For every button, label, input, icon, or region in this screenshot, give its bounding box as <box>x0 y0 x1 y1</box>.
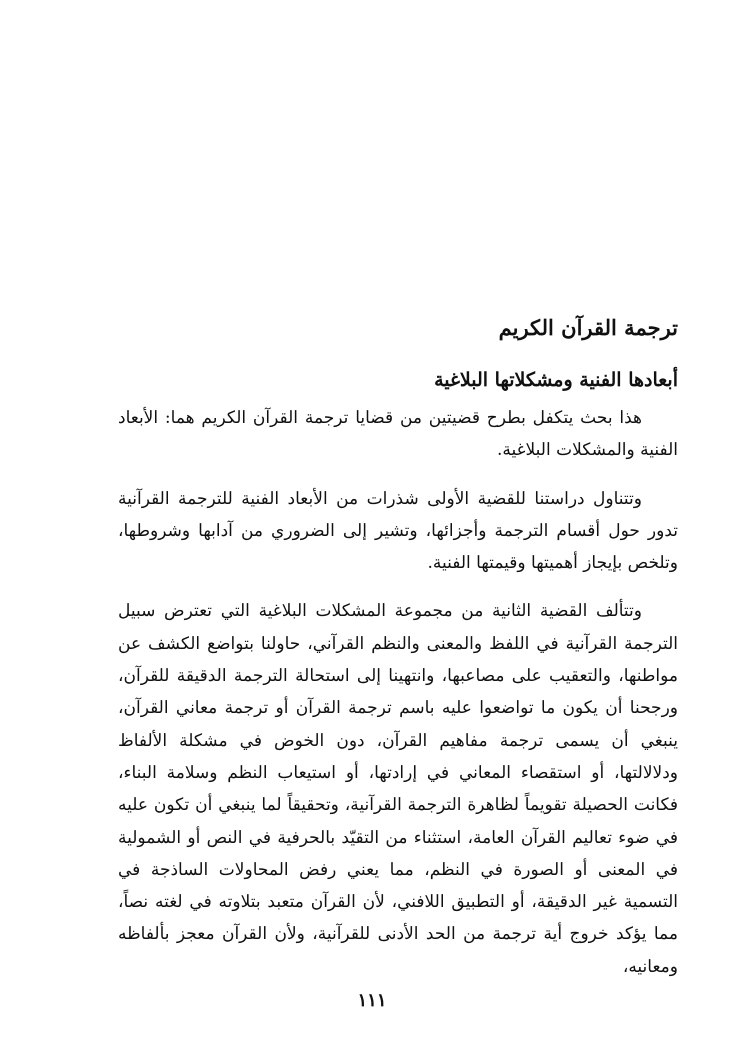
paragraph-first-issue: وتتناول دراستنا للقضية الأولى شذرات من الأبعاد الفنية للترجمة القرآنية تدور حول أقسام الترجمة وأجزائها، وتشير إلى الضروري من آدابها وشروطها، وتلخص بإيجاز أهميتها وقيمتها الفنية. <box>118 488 678 574</box>
text-column <box>118 308 678 983</box>
chapter-title: ترجمة القرآن الكريم <box>498 315 678 340</box>
chapter-subtitle: أبعادها الفنية ومشكلاتها البلاغية <box>434 369 678 391</box>
paragraph-second-issue: وتتألف القضية الثانية من مجموعة المشكلات البلاغية التي تعترض سبيل الترجمة القرآنية في اللفظ والمعنى والنظم القرآني، حاولنا بتواضع الكشف عن مواطنها، والتعقيب على مصاعبها، وانتهينا إلى استحالة الترجمة الدقيقة للقرآن، ورجحنا أن يكون ما تواضعوا عليه باسم ترجمة القرآن أو ترجمة معاني القرآن، ينبغي أن يسمى ترجمة مفاهيم القرآن، دون الخوض في مشكلة الألفاظ ودلالالتها، أو استقصاء المعاني في إرادتها، أو استيعاب النظم وسلامة البناء، فكانت الحصيلة تقويماً لظاهرة الترجمة القرآنية، وتحقيقاً لما ينبغي أن تكون عليه في ضوء تعاليم القرآن العامة، استثناء من التقيّد بالحرفية في النص أو الشمولية في المعنى أو الصورة في النظم، مما يعني رفض المحاولات الساذجة في التسمية غير الدقيقة، أو التطبيق اللافني، لأن القرآن متعبد بتلاوته في لغته نصاً، مما يؤكد خروج أية ترجمة من الحد الأدنى للقرآنية، ولأن القرآن معجز بألفاظه ومعانيه، <box>118 601 678 977</box>
paragraph-intro: هذا بحث يتكفل بطرح قضيتين من قضايا ترجمة القرآن الكريم هما: الأبعاد الفنية والمشكلات البلاغية. <box>118 408 678 461</box>
page-number: ١١١ <box>357 990 387 1011</box>
